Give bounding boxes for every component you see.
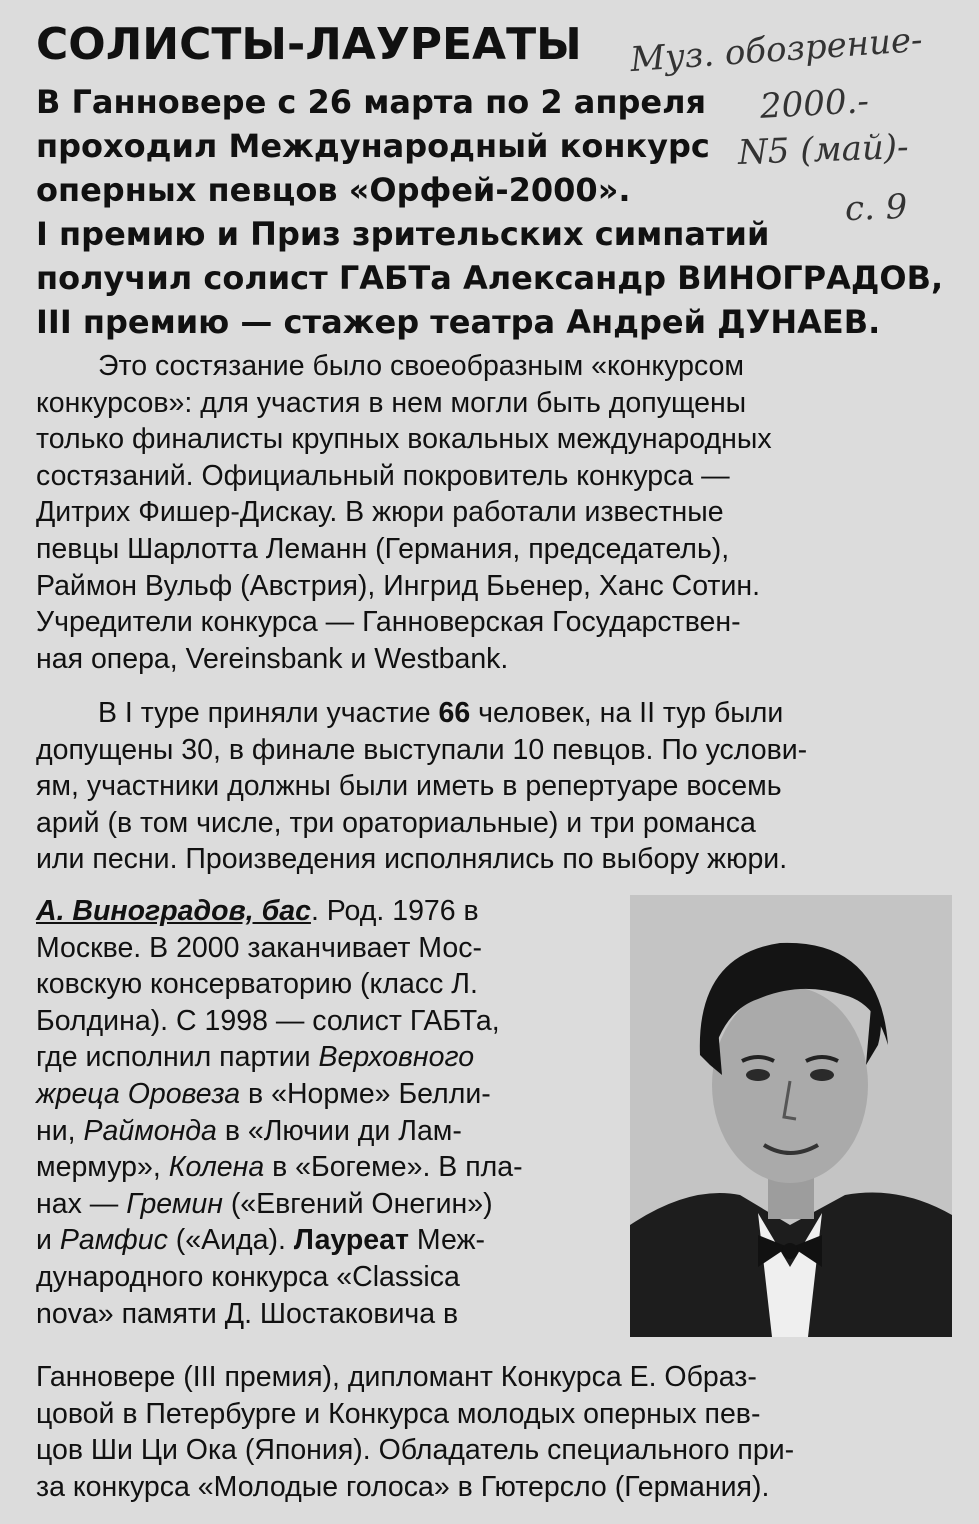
bio-line: цовой в Петербурге и Конкурса молодых оперных пев- [36, 1397, 761, 1430]
bio-text: в «Лючии ди Лам- [224, 1114, 462, 1147]
paragraph-line: только финалисты крупных вокальных международных [36, 423, 772, 456]
laureate-name-vinogradov: ВИНОГРАДОВ, [677, 259, 944, 297]
biography-column [36, 893, 602, 1332]
role-name: Колена [168, 1151, 265, 1184]
paragraph-line: Дитрих Фишер-Дискау. В жюри работали известные [36, 496, 724, 529]
bio-line: ковскую консерваторию (класс Л. [36, 968, 478, 1001]
article-lead [36, 80, 956, 344]
bio-line: цов Ши Ци Ока (Япония). Обладатель специального при- [36, 1434, 795, 1467]
biography-continued [36, 1359, 954, 1505]
bio-text: в «Богеме». В пла- [272, 1151, 523, 1184]
bio-text: ни, [36, 1114, 76, 1147]
bio-text: Меж- [416, 1224, 486, 1257]
bio-line [36, 1186, 602, 1223]
handwritten-note-line-2: 2000.- [759, 81, 870, 127]
bio-text: и [36, 1224, 52, 1257]
paragraph-text: человек, на II тур были [478, 697, 784, 729]
bio-line: дународного конкурса «Classica [36, 1260, 460, 1293]
bio-name-heading: А. Виноградов, бас [36, 895, 311, 927]
bio-text: . Род. 1976 в [310, 895, 479, 927]
bio-line: за конкурса «Молодые голоса» в Гютерсло (Германия). [36, 1470, 770, 1503]
bio-line [36, 1149, 602, 1186]
paragraph-line: ям, участники должны были иметь в репертуаре восемь [36, 770, 782, 803]
paragraph-2 [36, 695, 954, 878]
role-name: Верховного [318, 1041, 475, 1074]
lead-text: III премию — стажер театра Андрей [36, 303, 707, 341]
bio-text: («Аида). [175, 1224, 286, 1257]
bio-line [36, 1222, 602, 1259]
portrait-photo [630, 895, 952, 1337]
bio-line: Болдина). С 1998 — солист ГАБТа, [36, 1004, 500, 1037]
bio-line [36, 1039, 602, 1076]
lead-line: оперных певцов «Орфей-2000». [36, 171, 631, 209]
lead-line: проходил Международный конкурс [36, 127, 710, 165]
paragraph-line: Это состязание было своеобразным «конкурсом [98, 350, 744, 382]
bio-text: где исполнил партии [36, 1041, 311, 1074]
handwritten-note-line-3: N5 (май)- [737, 127, 910, 173]
laureate-name-dunaev: ДУНАЕВ. [717, 303, 881, 341]
paragraph-1 [36, 348, 954, 677]
role-name: Гремин [126, 1187, 223, 1220]
role-name: Рамфис [59, 1224, 168, 1257]
bio-text: мермур», [36, 1151, 161, 1184]
handwritten-note-line-4: с. 9 [844, 186, 908, 230]
lead-line [36, 256, 956, 300]
paragraph-line: певцы Шарлотта Леманн (Германия, председатель), [36, 532, 730, 565]
paragraph-line: ная опера, Vereinsbank и Westbank. [36, 642, 509, 675]
bio-line: Москве. В 2000 заканчивает Мос- [36, 931, 482, 964]
lead-text: получил солист ГАБТа Александр [36, 259, 666, 297]
participants-count: 66 [438, 697, 471, 729]
role-name: Раймонда [83, 1114, 217, 1147]
paragraph-line [36, 695, 954, 732]
paragraph-line: состязаний. Официальный покровитель конкурса — [36, 459, 730, 492]
bio-line: Ганновере (III премия), дипломант Конкурса Е. Образ- [36, 1361, 757, 1393]
bio-text: («Евгений Онегин») [230, 1187, 493, 1220]
lead-line: I премию и Приз зрительских симпатий [36, 215, 770, 253]
lead-line: В Ганновере с 26 марта по 2 апреля [36, 83, 707, 121]
portrait-illustration [630, 895, 952, 1337]
article-title: СОЛИСТЫ-ЛАУРЕАТЫ [36, 19, 582, 70]
bio-text: в «Норме» Белли- [248, 1077, 491, 1110]
paragraph-line: или песни. Произведения исполнялись по выбору жюри. [36, 843, 788, 876]
bio-line [36, 893, 602, 930]
paragraph-text: В I туре приняли участие [98, 697, 431, 729]
laureate-label: Лауреат [293, 1224, 409, 1257]
bio-line: nova» памяти Д. Шостаковича в [36, 1297, 459, 1330]
role-name: жреца Оровеза [36, 1077, 241, 1110]
bio-text: нах — [36, 1187, 119, 1220]
paragraph-line: допущены 30, в финале выступали 10 певцов. По услови- [36, 733, 808, 766]
paragraph-line: конкурсов»: для участия в нем могли быть допущены [36, 386, 747, 419]
paragraph-line: Учредители конкурса — Ганноверская Государствен- [36, 606, 741, 639]
handwritten-note-line-1: Муз. обозрение- [628, 19, 924, 81]
bio-line [36, 1076, 602, 1113]
lead-line [36, 300, 956, 344]
bio-line [36, 1113, 602, 1150]
paragraph-line: арий (в том числе, три ораториальные) и три романса [36, 806, 756, 839]
paragraph-line: Раймон Вульф (Австрия), Ингрид Бьенер, Ханс Сотин. [36, 569, 761, 602]
